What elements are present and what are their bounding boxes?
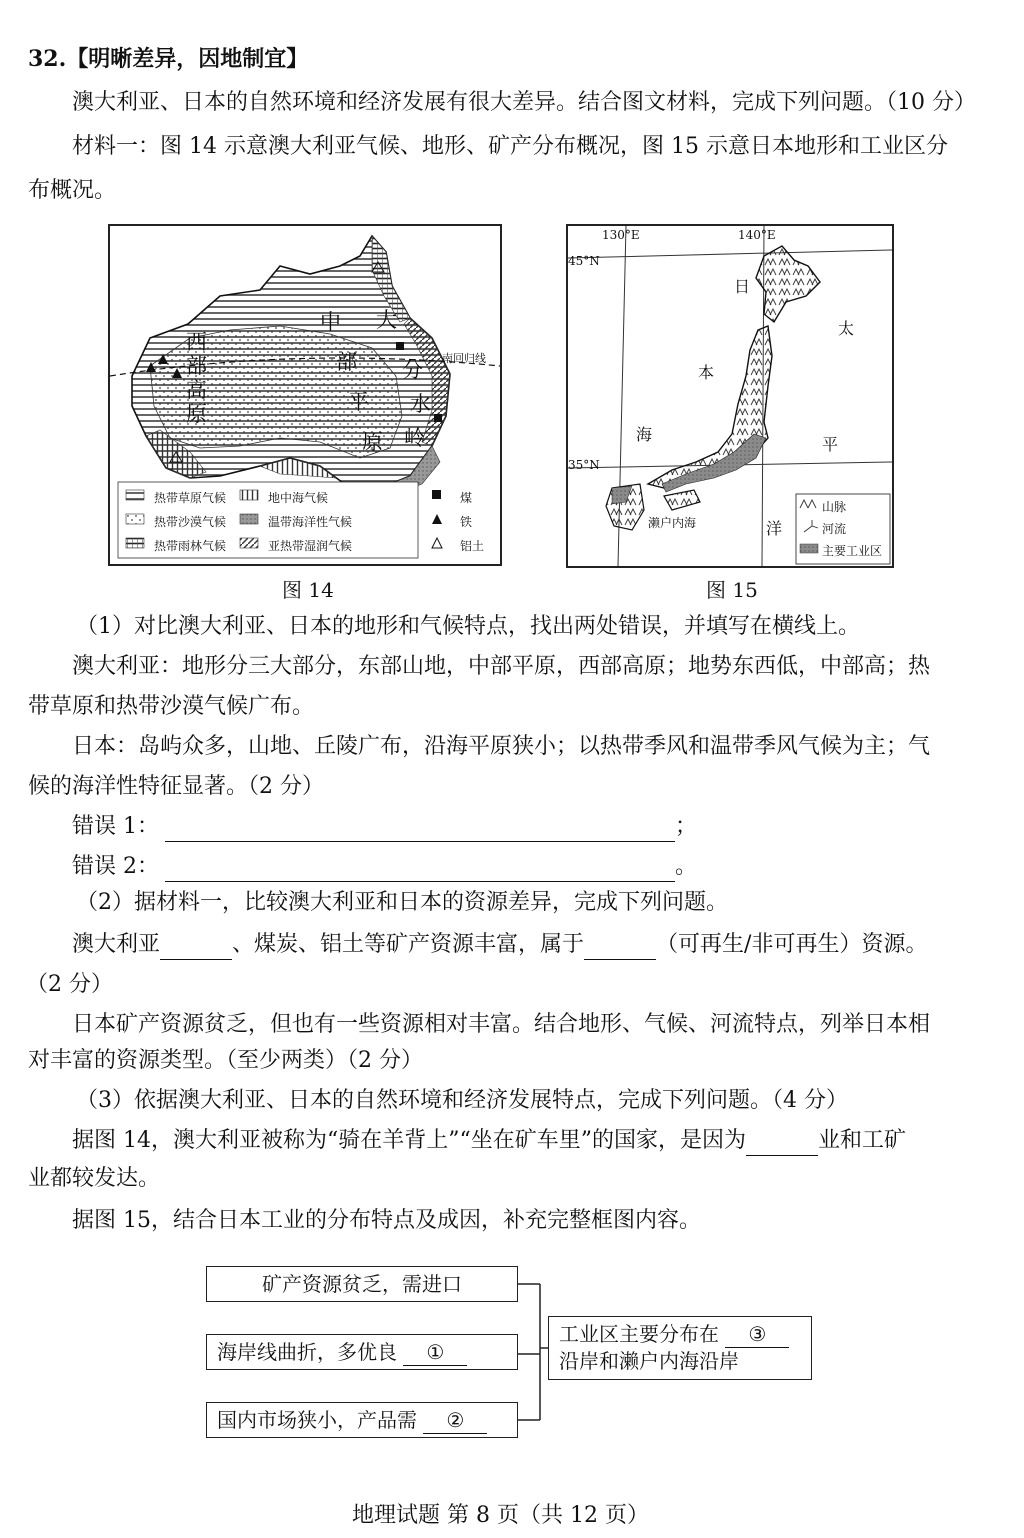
question-intro: 澳大利亚、日本的自然环境和经济发展有很大差异。结合图文材料，完成下列问题。（10 分） xyxy=(72,90,976,115)
part3-line-2: 业都较发达。 xyxy=(28,1166,161,1191)
blank-3[interactable]: ③ xyxy=(725,1321,789,1348)
inland-sea-label: 濑户内海 xyxy=(648,516,697,530)
legend-savanna: 热带草原气候 xyxy=(154,491,227,505)
result-text-1: 工业区主要分布在 xyxy=(559,1322,719,1346)
legend-subtropical-humid: 亚热带湿润气候 xyxy=(268,539,353,553)
error-2-end: 。 xyxy=(675,854,698,879)
japan-sea-char: 日 xyxy=(734,277,751,296)
coastline-text: 海岸线曲折，多优良 xyxy=(217,1340,397,1364)
blank-2[interactable]: ② xyxy=(423,1407,487,1434)
part2-text-c: （可再生/非可再生）资源。 xyxy=(656,932,928,957)
divide-range-char: 水 xyxy=(410,392,431,416)
part2-text-b: 、煤炭、铝土等矿产资源丰富，属于 xyxy=(232,932,585,957)
flow-box-market xyxy=(206,1402,518,1438)
legend-industrial-zone: 主要工业区 xyxy=(822,544,883,558)
legend-mediterranean: 地中海气候 xyxy=(268,491,329,505)
part1-japan-line-1: 日本：岛屿众多，山地、丘陵广布，沿海平原狭小；以热带季风和温带季风气候为主；气 xyxy=(72,734,931,759)
result-text-2: 沿岸和濑户内海沿岸 xyxy=(559,1349,739,1373)
error-1-end: ； xyxy=(675,814,698,839)
flow-box-minerals: 矿产资源贫乏，需进口 xyxy=(206,1266,518,1302)
part3-text-a: 据图 14，澳大利亚被称为“骑在羊背上”“坐在矿车里”的国家，是因为 xyxy=(72,1128,746,1153)
part3-prompt: （3）依据澳大利亚、日本的自然环境和经济发展特点，完成下列问题。（4 分） xyxy=(76,1088,848,1113)
central-plain-char: 平 xyxy=(348,390,369,414)
legend-bauxite: 铝土 xyxy=(460,539,485,553)
tropic-label: 南回归线 xyxy=(442,352,486,365)
legend-rainforest: 热带雨林气候 xyxy=(154,539,227,553)
divide-range-char: 岭 xyxy=(404,426,425,450)
west-plateau-char: 原 xyxy=(186,402,207,426)
divide-range-char: 分 xyxy=(402,358,423,382)
figure-15-caption: 图 15 xyxy=(706,578,758,602)
part1-australia-line-1: 澳大利亚：地形分三大部分，东部山地，中部平原，西部高原；地势东西低，中部高；热 xyxy=(72,654,931,679)
legend-river: 河流 xyxy=(822,522,847,536)
coord-35n: 35°N xyxy=(568,458,600,472)
pacific-char: 太 xyxy=(838,319,855,338)
flow-box-result xyxy=(548,1316,812,1380)
central-plain-char: 部 xyxy=(336,350,357,374)
legend-mountain: 山脉 xyxy=(822,500,847,514)
west-plateau-char: 高 xyxy=(186,378,207,402)
part1-prompt: （1）对比澳大利亚、日本的地形和气候特点，找出两处错误，并填写在横线上。 xyxy=(76,614,860,639)
west-plateau-char: 部 xyxy=(186,354,207,378)
west-plateau-char: 西 xyxy=(186,330,207,354)
part2-line-2: （2 分） xyxy=(26,972,113,997)
central-plain-char: 中 xyxy=(320,310,341,334)
question-number: 32. xyxy=(28,46,67,72)
flow-box-coastline xyxy=(206,1334,518,1370)
part3-text-b: 业和工矿 xyxy=(817,1128,906,1153)
part2-line-3: 日本矿产资源贫乏，但也有一些资源相对丰富。结合地形、气候、河流特点，列举日本相 xyxy=(72,1012,931,1037)
figure-14-caption: 图 14 xyxy=(282,578,334,602)
legend-iron: 铁 xyxy=(460,515,473,529)
japan-sea-char: 海 xyxy=(636,425,653,444)
pacific-char: 平 xyxy=(822,435,839,454)
material-line-1: 材料一：图 14 示意澳大利亚气候、地形、矿产分布概况，图 15 示意日本地形和工业区分 xyxy=(72,134,948,159)
blank-1[interactable]: ① xyxy=(403,1339,467,1366)
question-title: 【明晰差异，因地制宜】 xyxy=(66,46,309,72)
part1-australia-line-2: 带草原和热带沙漠气候广布。 xyxy=(28,694,315,719)
coord-140e: 140°E xyxy=(738,228,776,242)
legend-desert: 热带沙漠气候 xyxy=(154,515,227,529)
central-plain-char: 原 xyxy=(362,430,383,454)
part2-line-4: 对丰富的资源类型。（至少两类）（2 分） xyxy=(28,1048,423,1073)
page-footer: 地理试题 第 8 页（共 12 页） xyxy=(352,1503,649,1528)
coord-45n: 45°N xyxy=(568,254,600,268)
japan-sea-char: 本 xyxy=(698,363,715,382)
divide-range-char: 大 xyxy=(376,308,397,332)
part3-line-3: 据图 15，结合日本工业的分布特点及成因，补充完整框图内容。 xyxy=(72,1208,701,1233)
part1-japan-line-2: 候的海洋性特征显著。（2 分） xyxy=(28,774,324,799)
legend-temperate-marine: 温带海洋性气候 xyxy=(268,515,353,529)
material-line-2: 布概况。 xyxy=(28,178,117,203)
market-text: 国内市场狭小，产品需 xyxy=(217,1408,417,1432)
part2-text-a: 澳大利亚 xyxy=(72,932,161,957)
coord-130e: 130°E xyxy=(602,228,640,242)
error-1-label: 错误 1： xyxy=(72,814,159,839)
part2-prompt: （2）据材料一，比较澳大利亚和日本的资源差异，完成下列问题。 xyxy=(76,890,728,915)
legend-coal: 煤 xyxy=(460,491,473,505)
error-2-label: 错误 2： xyxy=(72,854,159,879)
pacific-char: 洋 xyxy=(766,519,783,538)
